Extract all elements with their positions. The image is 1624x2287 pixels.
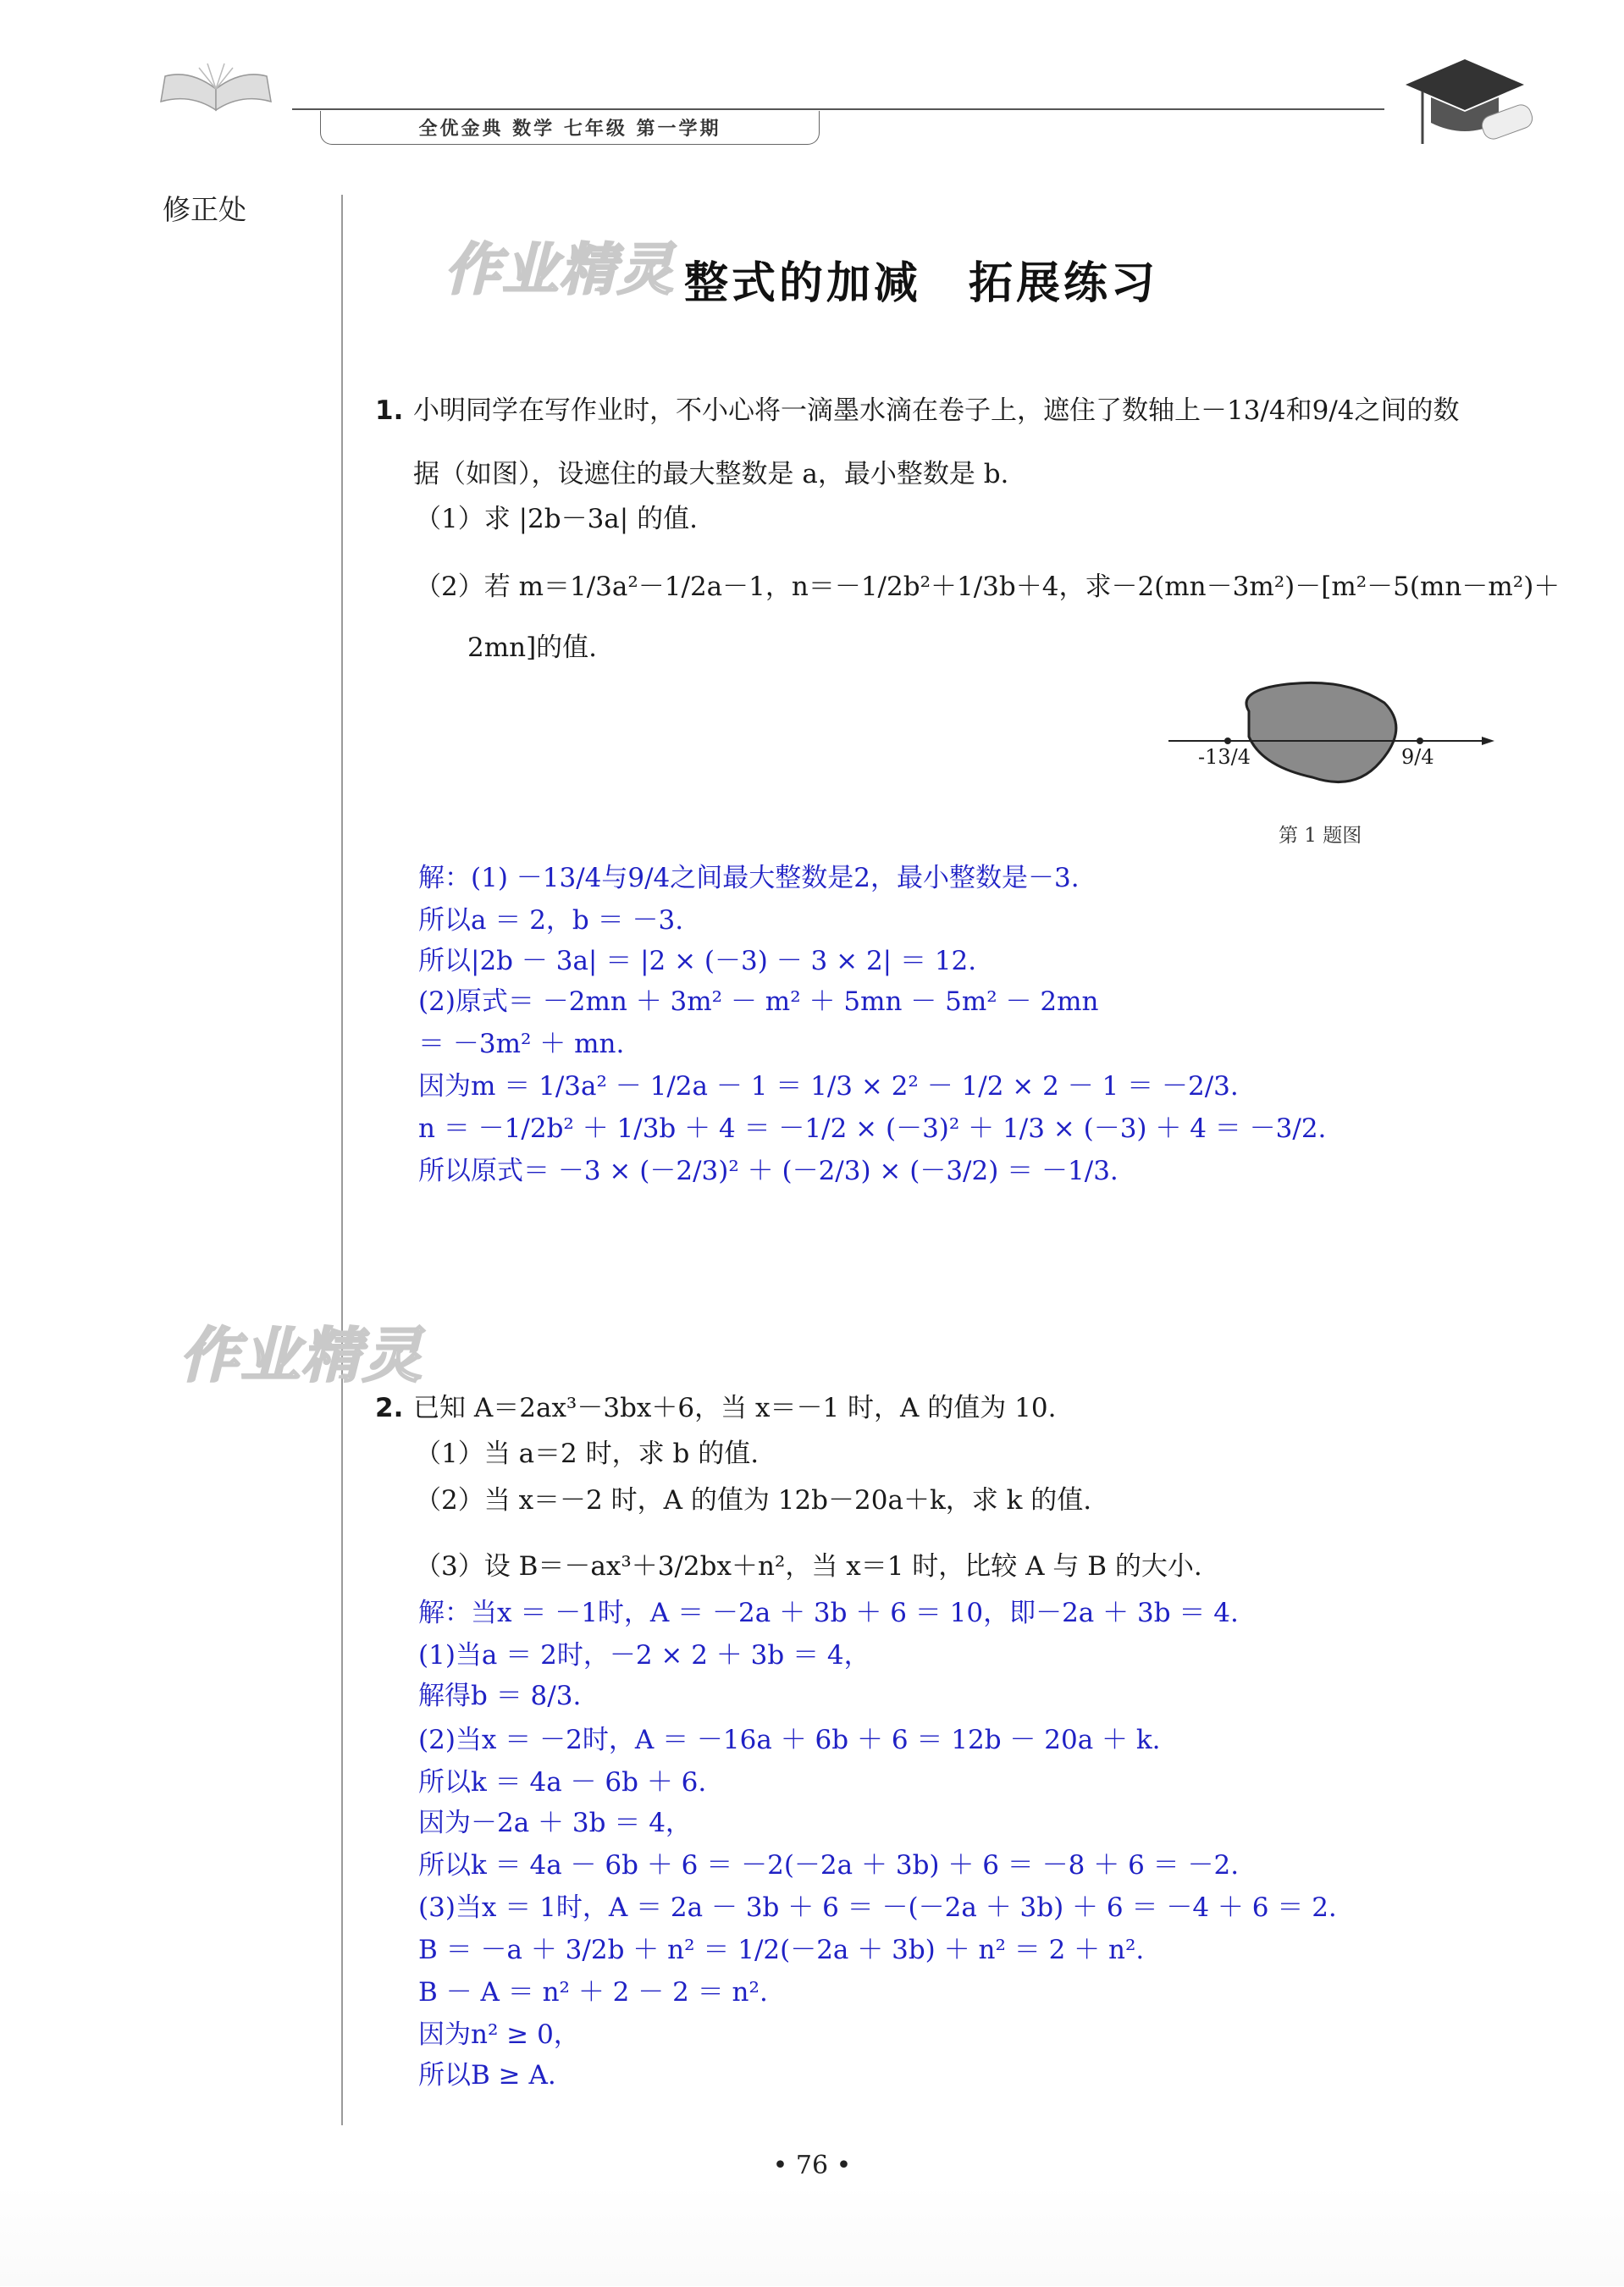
page-bottom — [0, 2185, 1624, 2286]
solution-line: 所以B ≥ A. — [418, 2060, 556, 2091]
question-part: （3）设 B＝－ax³＋3/2bx＋n²，当 x＝1 时，比较 A 与 B 的大小. — [415, 1551, 1202, 1582]
solution-line: 所以k ＝ 4a － 6b ＋ 6 ＝ －2(－2a ＋ 3b) ＋ 6 ＝ －8 ＋ 6 ＝ －2. — [418, 1850, 1240, 1881]
solution-line: 因为n² ≥ 0， — [418, 2019, 580, 2050]
ink-blot — [1246, 682, 1396, 782]
figure-caption: 第 1 题图 — [1279, 825, 1362, 847]
solution-line: (2)原式＝ －2mn ＋ 3m² － m² ＋ 5mn － 5m² － 2mn — [418, 986, 1099, 1017]
question-text: 小明同学在写作业时，不小心将一滴墨水滴在卷子上，遮住了数轴上－13/4和9/4之间的数 — [413, 395, 1460, 426]
watermark: 作业精灵 — [445, 237, 675, 302]
watermark: 作业精灵 — [180, 1321, 423, 1390]
solution-line: 解：(1) －13/4与9/4之间最大整数是2，最小整数是－3. — [418, 863, 1080, 893]
page-number: • 76 • — [772, 2151, 852, 2180]
question-number: 2. — [375, 1393, 404, 1423]
solution-line: 解得b ＝ 8/3. — [418, 1681, 582, 1711]
left-tick-label: -13/4 — [1198, 745, 1251, 769]
question-part: （1）当 a＝2 时，求 b 的值. — [415, 1439, 760, 1469]
right-tick-label: 9/4 — [1401, 745, 1434, 769]
solution-line: B ＝ －a ＋ 3/2b ＋ n² ＝ 1/2(－2a ＋ 3b) ＋ n² ＝ 2 ＋ n². — [418, 1935, 1145, 1965]
series-label: 全优金典 数学 七年级 第一学期 — [320, 111, 820, 145]
solution-line: 所以k ＝ 4a － 6b ＋ 6. — [418, 1767, 707, 1798]
solution-line: ＝ －3m² ＋ mn. — [418, 1029, 625, 1059]
question-number: 1. — [375, 395, 404, 426]
page-title: 整式的加减 拓展练习 — [684, 258, 1159, 309]
question-text: 据（如图），设遮住的最大整数是 a，最小整数是 b. — [413, 459, 1009, 489]
question-text: 已知 A＝2ax³－3bx＋6，当 x＝－1 时，A 的值为 10. — [413, 1393, 1057, 1423]
solution-line: (1)当a ＝ 2时，－2 × 2 ＋ 3b ＝ 4， — [418, 1640, 870, 1671]
solution-line: (3)当x ＝ 1时，A ＝ 2a － 3b ＋ 6 ＝ －(－2a ＋ 3b) ＋ 6 ＝ －4 ＋ 6 ＝ 2. — [418, 1892, 1337, 1923]
solution-line: 所以原式＝ －3 × (－2/3)² ＋ (－2/3) × (－3/2) ＝ －1/3. — [418, 1156, 1119, 1186]
solution-line: 所以|2b － 3a| ＝ |2 × (－3) － 3 × 2| ＝ 12. — [418, 946, 977, 976]
question-part: 2mn]的值. — [467, 633, 598, 663]
question-part: （2）当 x＝－2 时，A 的值为 12b－20a＋k，求 k 的值. — [415, 1485, 1092, 1516]
question-part: （1）求 |2b－3a| 的值. — [415, 504, 698, 534]
solution-line: 所以a ＝ 2，b ＝ －3. — [418, 905, 684, 936]
header-rule — [292, 108, 1384, 110]
open-book-icon — [157, 59, 275, 119]
solution-line: 因为－2a ＋ 3b ＝ 4， — [418, 1808, 692, 1838]
solution-line: 解：当x ＝ －1时，A ＝ －2a ＋ 3b ＋ 6 ＝ 10，即－2a ＋ 3b ＝ 4. — [418, 1598, 1239, 1628]
solution-line: (2)当x ＝ －2时，A ＝ －16a ＋ 6b ＋ 6 ＝ 12b － 20a ＋ k. — [418, 1725, 1161, 1755]
solution-line: n ＝ －1/2b² ＋ 1/3b ＋ 4 ＝ －1/2 × (－3)² ＋ 1/3 × (－3) ＋ 4 ＝ －3/2. — [418, 1113, 1327, 1144]
solution-line: 因为m ＝ 1/3a² － 1/2a － 1 ＝ 1/3 × 2² － 1/2 × 2 － 1 ＝ －2/3. — [418, 1071, 1239, 1102]
graduation-cap-icon — [1389, 51, 1541, 161]
question-part: （2）若 m＝1/3a²－1/2a－1，n＝－1/2b²＋1/3b＋4，求－2(mn－3m²)－[m²－5(mn－m²)＋ — [415, 572, 1560, 602]
correction-label: 修正处 — [163, 193, 246, 226]
solution-line: B － A ＝ n² ＋ 2 － 2 ＝ n². — [418, 1977, 768, 2008]
margin-rule — [341, 195, 343, 2125]
